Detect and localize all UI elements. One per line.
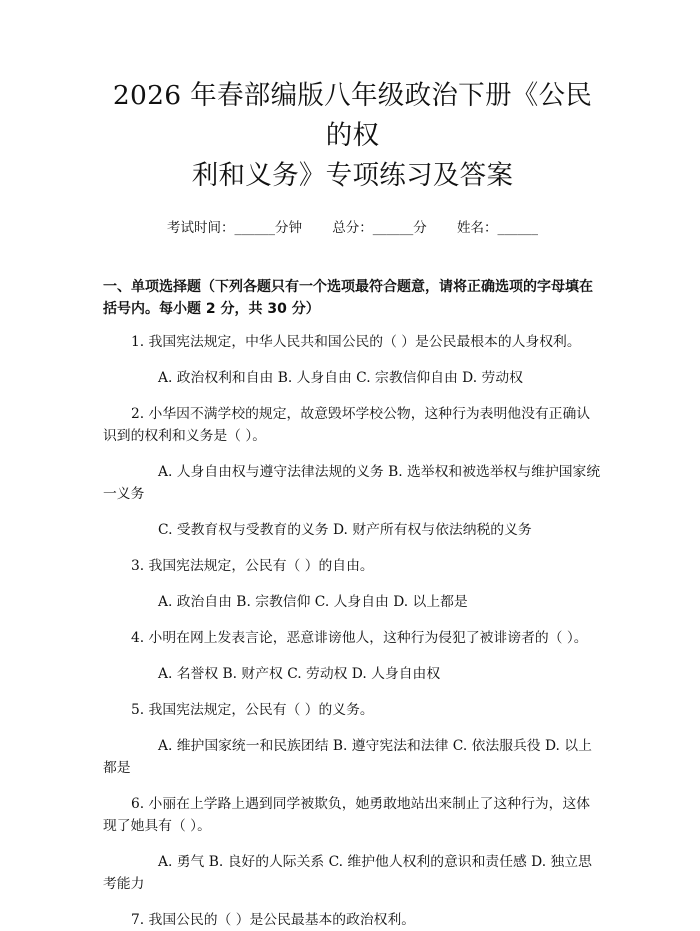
question-stem: 7. 我国公民的（ ）是公民最基本的政治权利。	[131, 912, 416, 928]
title-line-2: 利和义务》专项练习及答案	[191, 160, 514, 191]
answer-options: C. 受教育权与受教育的义务 D. 财产所有权与依法纳税的义务	[158, 522, 532, 538]
answer-options: A. 人身自由权与遵守法律法规的义务 B. 选举权和被选举权与维护国家统一义务	[103, 464, 601, 502]
answer-options: A. 政治权利和自由 B. 人身自由 C. 宗教信仰自由 D. 劳动权	[158, 370, 523, 386]
question-stem: 1. 我国宪法规定，中华人民共和国公民的（ ）是公民最根本的人身权利。	[131, 334, 581, 350]
question-stem: 2. 小华因不满学校的规定，故意毁坏学校公物，这种行为表明他没有正确认识到的权利和义务是（ ）。	[103, 406, 591, 444]
answer-options: A. 政治自由 B. 宗教信仰 C. 人身自由 D. 以上都是	[158, 594, 468, 610]
question-stem: 4. 小明在网上发表言论，恶意诽谤他人，这种行为侵犯了被诽谤者的（ ）。	[131, 630, 588, 646]
exam-time-field: 考试时间：______分钟	[166, 220, 302, 236]
question-list	[103, 331, 602, 931]
answer-options: A. 维护国家统一和民族团结 B. 遵守宪法和法律 C. 依法服兵役 D. 以上都是	[103, 738, 592, 776]
answer-options: A. 名誉权 B. 财产权 C. 劳动权 D. 人身自由权	[158, 666, 441, 682]
name-field: 姓名：______	[457, 220, 539, 236]
question-stem: 5. 我国宪法规定，公民有（ ）的义务。	[131, 702, 374, 718]
exam-info	[103, 216, 602, 240]
total-score-field: 总分：______分	[332, 220, 427, 236]
section-heading: 一、单项选择题（下列各题只有一个选项最符合题意，请将正确选项的字母填在括号内。每小题 2 分，共 30 分）	[103, 279, 593, 317]
answer-options: A. 勇气 B. 良好的人际关系 C. 维护他人权利的意识和责任感 D. 独立思考能力	[103, 854, 592, 892]
question-stem: 3. 我国宪法规定，公民有（ ）的自由。	[131, 558, 374, 574]
document-title	[103, 76, 602, 196]
title-line-1: 2026 年春部编版八年级政治下册《公民的权	[112, 80, 593, 151]
question-stem: 6. 小丽在上学路上遇到同学被欺负，她勇敢地站出来制止了这种行为，这体现了她具有（ ）。	[103, 796, 591, 834]
